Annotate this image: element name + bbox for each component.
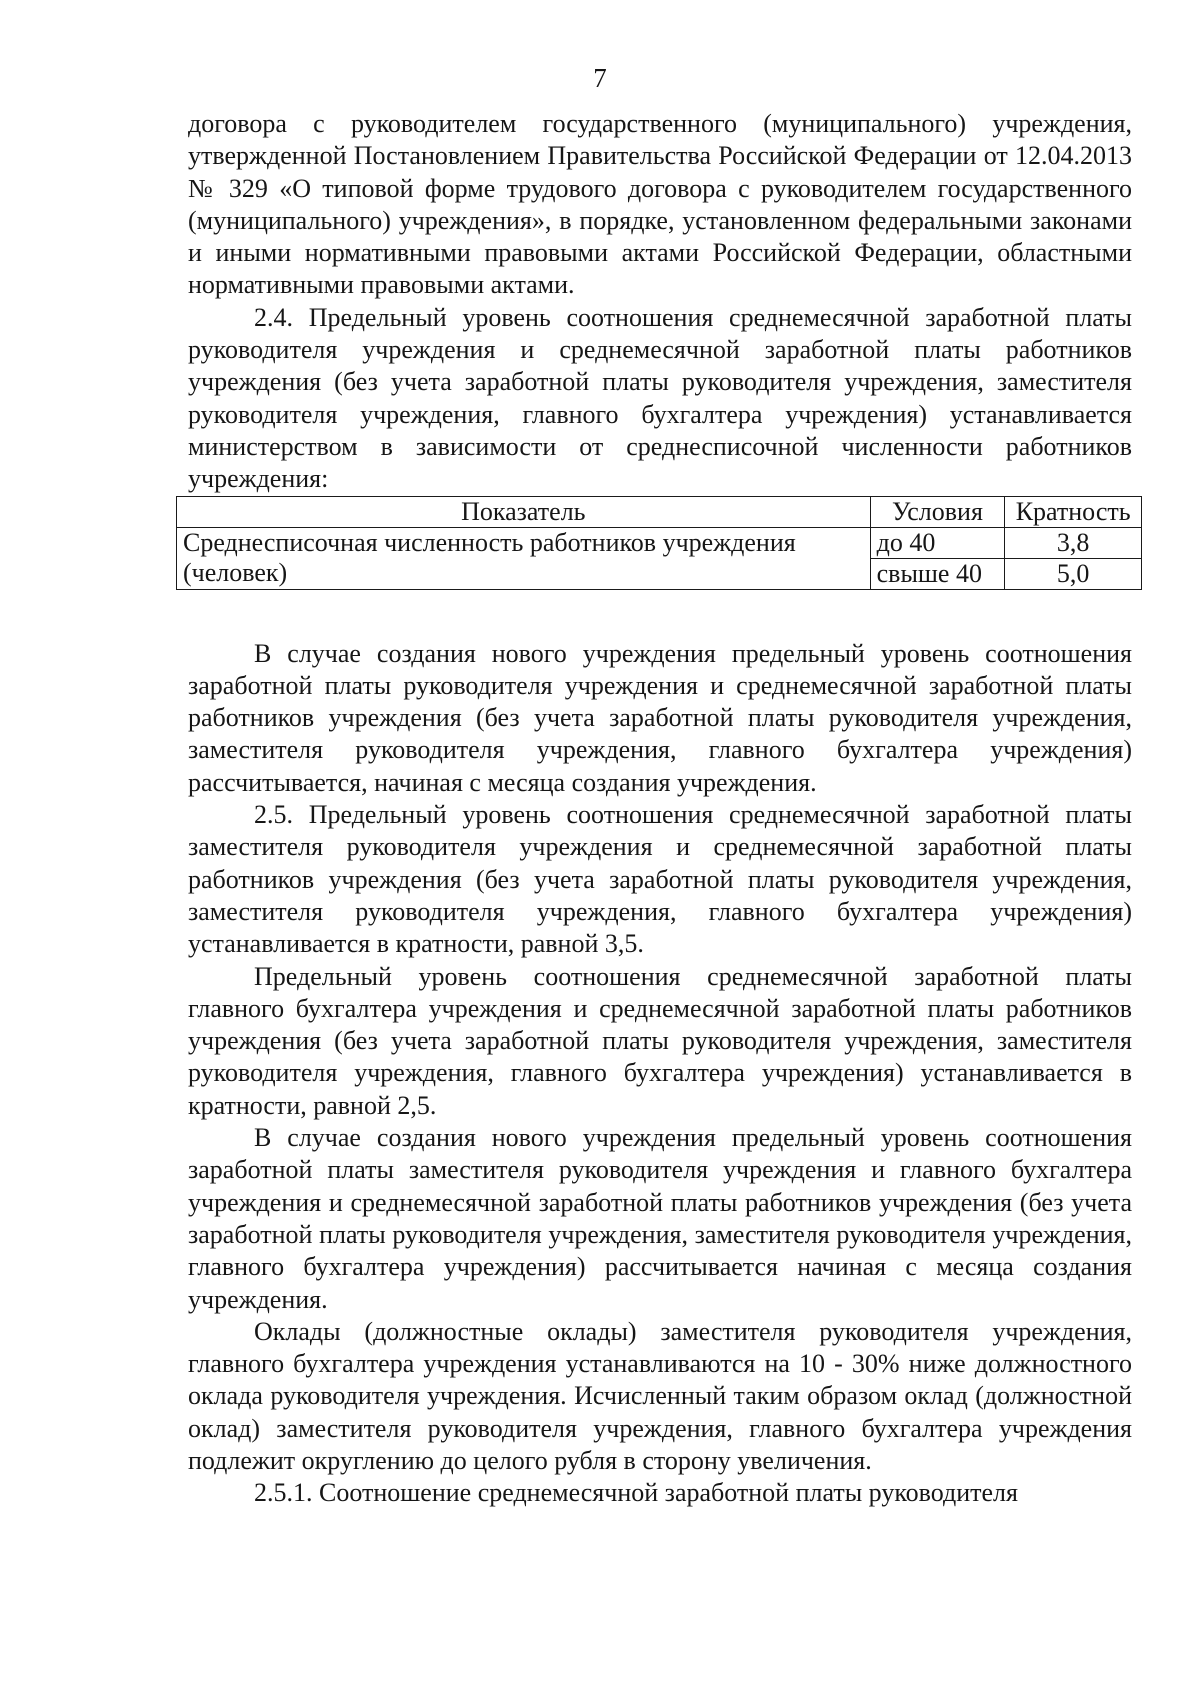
paragraph-salaries: Оклады (должностные оклады) заместителя руководителя учреждения, главного бухгалтера учреждения устанавливаются на 10 - 30% ниже должностного оклада руководителя учреждения. Исчисленный таким образом оклад (должностной оклад) заместителя руководителя учреждения, главного бухгалтера учреждения подлежит округлению до целого рубля в сторону увеличения.: [188, 1316, 1132, 1475]
paragraph-2-4: 2.4. Предельный уровень соотношения среднемесячной заработной платы руководителя учреждения и среднемесячной заработной платы работников учреждения (без учета заработной платы руководителя учреждения, заместителя руководителя учреждения, главного бухгалтера учреждения) устанавливается министерством в зависимости от среднесписочной численности работников учреждения:: [188, 302, 1132, 494]
page-number: 7: [593, 63, 607, 93]
table-cell-indicator: Среднесписочная численность работников учреждения (человек): [177, 527, 871, 589]
paragraph-contract-reference: договора с руководителем государственного (муниципального) учреждения, утвержденной Постановлением Правительства Российской Федерации от 12.04.2013 № 329 «О типовой форме трудового договора с руководителем государственного (муниципального) учреждения», в порядке, установленном федеральными законами и иными нормативными правовыми актами Российской Федерации, областными нормативными правовыми актами.: [188, 109, 1132, 300]
paragraph-new-institution: В случае создания нового учреждения предельный уровень соотношения заработной платы руководителя учреждения и среднемесячной заработной платы работников учреждения (без учета заработной платы руководителя учреждения, заместителя руководителя учреждения, главного бухгалтера учреждения) рассчитывается, начиная с месяца создания учреждения.: [188, 638, 1132, 797]
document-body: [183, 108, 1132, 1510]
table-cell-ratio: 5,0: [1005, 558, 1142, 589]
paragraph-2-5-1: 2.5.1. Соотношение среднемесячной заработной платы руководителя: [254, 1478, 1018, 1508]
table-header-row: [177, 496, 1142, 527]
table-header-ratio: Кратность: [1005, 496, 1142, 527]
salary-ratio-table: [176, 496, 1142, 590]
spacer: [188, 590, 1132, 638]
table-cell-condition: свыше 40: [870, 558, 1005, 589]
paragraph-new-institution-deputy: В случае создания нового учреждения предельный уровень соотношения заработной платы заместителя руководителя учреждения и главного бухгалтера учреждения и среднемесячной заработной платы работников учреждения (без учета заработной платы руководителя учреждения, заместителя руководителя учреждения, главного бухгалтера учреждения) рассчитывается начиная с месяца создания учреждения.: [188, 1123, 1132, 1314]
table-header-indicator: Показатель: [177, 496, 871, 527]
table-cell-condition: до 40: [870, 527, 1005, 558]
paragraph-chief-accountant: Предельный уровень соотношения среднемесячной заработной платы главного бухгалтера учреждения и среднемесячной заработной платы работников учреждения (без учета заработной платы руководителя учреждения, заместителя руководителя учреждения, главного бухгалтера учреждения) устанавливается в кратности, равной 2,5.: [188, 961, 1132, 1120]
table-cell-ratio: 3,8: [1005, 527, 1142, 558]
paragraph-2-5: 2.5. Предельный уровень соотношения среднемесячной заработной платы заместителя руководителя учреждения и среднемесячной заработной платы работников учреждения (без учета заработной платы руководителя учреждения, заместителя руководителя учреждения, главного бухгалтера учреждения) устанавливается в кратности, равной 3,5.: [188, 800, 1132, 959]
table-row: [177, 527, 1142, 558]
table-header-conditions: Условия: [870, 496, 1005, 527]
